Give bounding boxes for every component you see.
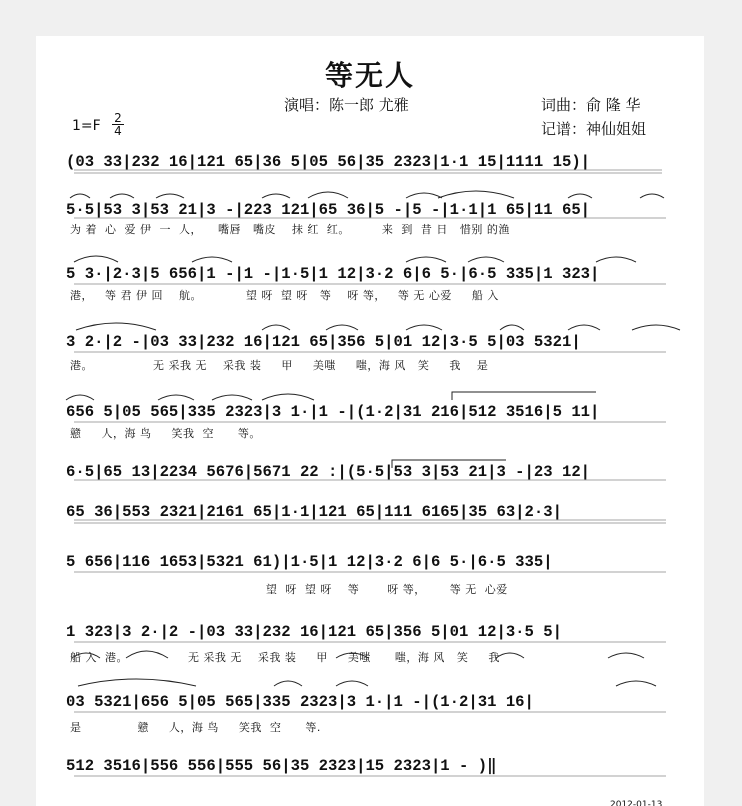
notation-line-6: 6·5|65 13|2234 5676|5671 22 :|(5·5|53 3|53 21|3 -|23 12| bbox=[66, 463, 591, 481]
notation-line-3: 5 3·|2·3|5 656|1 -|1 -|1·5|1 12|3·2 6|6 5·|6·5 335|1 323| bbox=[66, 265, 600, 283]
transcriber-credit: 记谱：神仙姐姐 bbox=[541, 120, 647, 138]
lyrics-line-4: 港。 无 采我 无 采我 装 甲 美嗤 嗤，海 风 笑 我 是 bbox=[70, 359, 489, 372]
score-sheet bbox=[36, 36, 704, 806]
notation-line-9: 1 323|3 2·|2 -|03 33|232 16|121 65|356 5|01 12|3·5 5| bbox=[66, 623, 562, 641]
lyrics-line-3: 港， 等 君 伊 回 航。 望 呀 望 呀 等 呀 等， 等 无 心爱 船 入 bbox=[70, 289, 499, 302]
lyrics-line-2: 为 着 心 爱 伊 一 人， 嘴唇 嘴皮 抹 红 红。 来 到 昔 日 惜别 的渔 bbox=[70, 223, 510, 236]
notation-line-4: 3 2·|2 -|03 33|232 16|121 65|356 5|01 12|3·5 5|03 5321| bbox=[66, 333, 581, 351]
notation-line-10: 03 5321|656 5|05 565|335 2323|3 1·|1 -|(1·2|31 16| bbox=[66, 693, 534, 711]
notation-line-8: 5 656|116 1653|5321 61)|1·5|1 12|3·2 6|6 5·|6·5 335| bbox=[66, 553, 553, 571]
notation-line-1: (03 33|232 16|121 65|36 5|05 56|35 2323|1·1 15|1111 15)| bbox=[66, 153, 591, 171]
lyrics-line-9: 船 入 港。 无 采我 无 采我 装 甲 美嗤 嗤，海 风 笑 我 bbox=[70, 651, 500, 664]
notation-line-2: 5·5|53 3|53 21|3 -|223 121|65 36|5 -|5 -|1·1|1 65|11 65| bbox=[66, 201, 591, 219]
lyrics-line-5: 戆 人，海 鸟 笑我 空 等。 bbox=[70, 427, 261, 440]
notation-line-11: 512 3516|556 556|555 56|35 2323|15 2323|1 - )‖ bbox=[66, 757, 497, 775]
notation-line-5: 656 5|05 565|335 2323|3 1·|1 -|(1·2|31 216|512 3516|5 11| bbox=[66, 403, 600, 421]
transcription-date: 2012-01-13 bbox=[610, 800, 663, 806]
key-signature: 1=F bbox=[72, 118, 101, 134]
composer-credit: 词曲：俞 隆 华 bbox=[541, 96, 641, 114]
lyrics-line-10: 是 戆 人，海 鸟 笑我 空 等. bbox=[70, 721, 321, 734]
song-title: 等无人 bbox=[324, 59, 415, 92]
singer-credit: 演唱：陈一郎 尤雅 bbox=[284, 96, 409, 114]
time-signature-bottom: 4 bbox=[114, 124, 122, 138]
notation-line-7: 65 36|553 2321|2161 65|1·1|121 65|111 6165|35 63|2·3| bbox=[66, 503, 562, 521]
time-signature bbox=[112, 112, 124, 137]
time-signature-top: 2 bbox=[112, 112, 124, 125]
lyrics-line-8: 望 呀 望 呀 等 呀 等， 等 无 心爱 bbox=[70, 583, 508, 596]
